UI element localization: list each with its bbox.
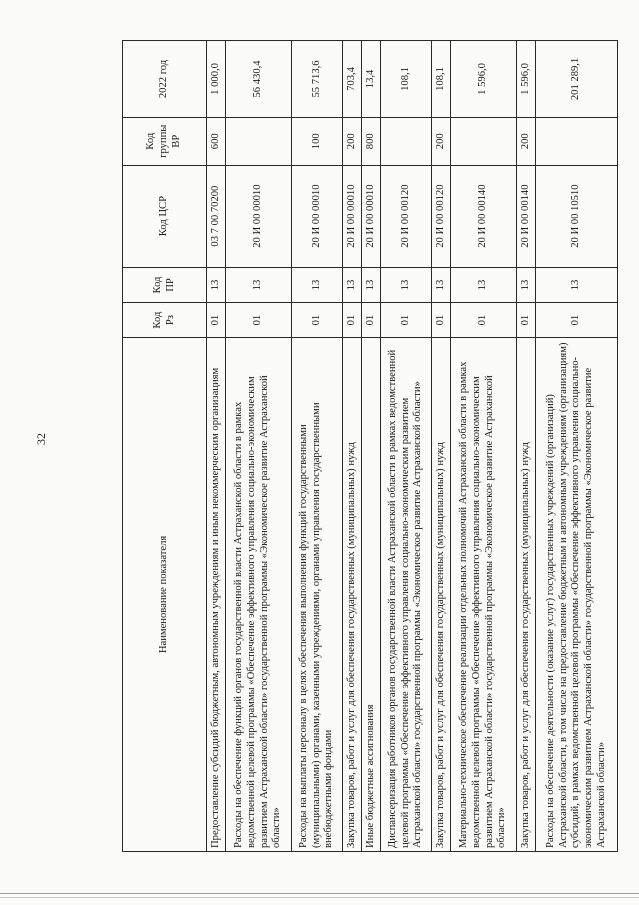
table-row (292, 41, 342, 852)
row-vr: 100 (292, 117, 342, 165)
row-pr: 13 (292, 267, 342, 303)
header-csr: Код ЦСР (123, 165, 207, 267)
table-header-row (123, 41, 207, 852)
row-amount: 13,4 (362, 41, 381, 118)
row-name: Предоставление субсидий бюджетным, автономным учреждениям и иным некоммерческим организациям (207, 337, 226, 851)
row-csr: 20 И 00 00010 (342, 165, 361, 267)
row-pr: 13 (362, 267, 381, 303)
page-number: 32 (34, 433, 48, 445)
row-pr: 13 (536, 267, 618, 303)
row-amount: 1 596,0 (451, 41, 517, 118)
budget-table (122, 40, 618, 852)
row-vr (226, 117, 292, 165)
row-rz: 01 (381, 303, 431, 337)
row-rz: 01 (451, 303, 517, 337)
row-vr: 800 (362, 117, 381, 165)
table-row (381, 41, 431, 852)
row-csr: 20 И 00 00120 (381, 165, 431, 267)
row-rz: 01 (226, 303, 292, 337)
row-pr: 13 (517, 267, 536, 303)
row-amount: 201 289,1 (536, 41, 618, 118)
row-rz: 01 (536, 303, 618, 337)
row-pr: 13 (226, 267, 292, 303)
row-rz: 01 (431, 303, 450, 337)
row-csr: 20 И 00 00140 (517, 165, 536, 267)
row-name: Закупка товаров, работ и услуг для обеспечения государственных (муниципальных) нужд (517, 337, 536, 851)
row-rz: 01 (292, 303, 342, 337)
row-rz: 01 (362, 303, 381, 337)
header-name: Наименование показателя (123, 337, 207, 851)
row-amount: 1 000,0 (207, 41, 226, 118)
row-amount: 108,1 (381, 41, 431, 118)
row-amount: 108,1 (431, 41, 450, 118)
row-name: Материально-техническое обеспечение реализации отдельных полномочий Астраханской области в рамках ведомственной целевой программы «Обеспечение эффективного управления социально-экономическим развитием Астраханской области» государственной программы «Экономическое развитие Астраханской области» (451, 337, 517, 851)
row-name: Иные бюджетные ассигнования (362, 337, 381, 851)
row-name: Закупка товаров, работ и услуг для обеспечения государственных (муниципальных) нужд (342, 337, 361, 851)
row-name: Закупка товаров, работ и услуг для обеспечения государственных (муниципальных) нужд (431, 337, 450, 851)
table-row (362, 41, 381, 852)
row-pr: 13 (381, 267, 431, 303)
table-row (226, 41, 292, 852)
row-csr: 03 7 00 70200 (207, 165, 226, 267)
row-vr: 200 (431, 117, 450, 165)
scan-edge-line (0, 893, 639, 894)
rotated-table-container (122, 40, 618, 852)
row-vr: 600 (207, 117, 226, 165)
row-csr: 20 И 00 00010 (362, 165, 381, 267)
row-csr: 20 И 00 10510 (536, 165, 618, 267)
row-rz: 01 (517, 303, 536, 337)
table-row (342, 41, 361, 852)
row-vr (536, 117, 618, 165)
row-vr: 200 (517, 117, 536, 165)
table-row (207, 41, 226, 852)
row-csr: 20 И 00 00120 (431, 165, 450, 267)
row-pr: 13 (431, 267, 450, 303)
row-rz: 01 (342, 303, 361, 337)
row-amount: 56 430,4 (226, 41, 292, 118)
row-amount: 55 713,6 (292, 41, 342, 118)
row-name: Расходы на обеспечение деятельности (оказание услуг) государственных учреждений (организаций) Астраханской области, в том числе на предоставление бюджетным и автономным учреждениям (организациям) субсидий, в рамках ведомственной целевой программы «Обеспечение эффективного управления социально-экономическим развитием Астраханской области» государственной программы «Экономическое развитие Астраханской области» (536, 337, 618, 851)
row-name: Диспансеризация работников органов государственной власти Астраханской области в рамках ведомственной целевой программы «Обеспечение эффективного управления социально-экономическим развитием Астраханской области» государственной программы «Экономическое развитие Астраханской области» (381, 337, 431, 851)
table-row (451, 41, 517, 852)
row-pr: 13 (207, 267, 226, 303)
header-rz: Код Рз (123, 303, 207, 337)
header-vr: Код группы ВР (123, 117, 207, 165)
row-csr: 20 И 00 00010 (292, 165, 342, 267)
row-pr: 13 (451, 267, 517, 303)
row-amount: 1 596,0 (517, 41, 536, 118)
row-pr: 13 (342, 267, 361, 303)
table-row (431, 41, 450, 852)
row-vr: 200 (342, 117, 361, 165)
row-csr: 20 И 00 00010 (226, 165, 292, 267)
row-rz: 01 (207, 303, 226, 337)
row-amount: 703,4 (342, 41, 361, 118)
table-row (536, 41, 618, 852)
row-vr (451, 117, 517, 165)
row-name: Расходы на обеспечение функций органов государственной власти Астраханской области в рамках ведомственной целевой программы «Обеспечение эффективного управления социально-экономическим развитием Астраханской области» государственной программы «Экономическое развитие Астраханской области» (226, 337, 292, 851)
row-vr (381, 117, 431, 165)
row-name: Расходы на выплаты персоналу в целях обеспечения выполнения функций государственными (муниципальными) органами, казенными учреждениями, органами управления государственными внебюджетными фондами (292, 337, 342, 851)
table-row (517, 41, 536, 852)
row-csr: 20 И 00 00140 (451, 165, 517, 267)
header-amount: 2022 год (123, 41, 207, 118)
scan-edge-line-secondary (0, 897, 639, 898)
header-pr: Код ПР (123, 267, 207, 303)
